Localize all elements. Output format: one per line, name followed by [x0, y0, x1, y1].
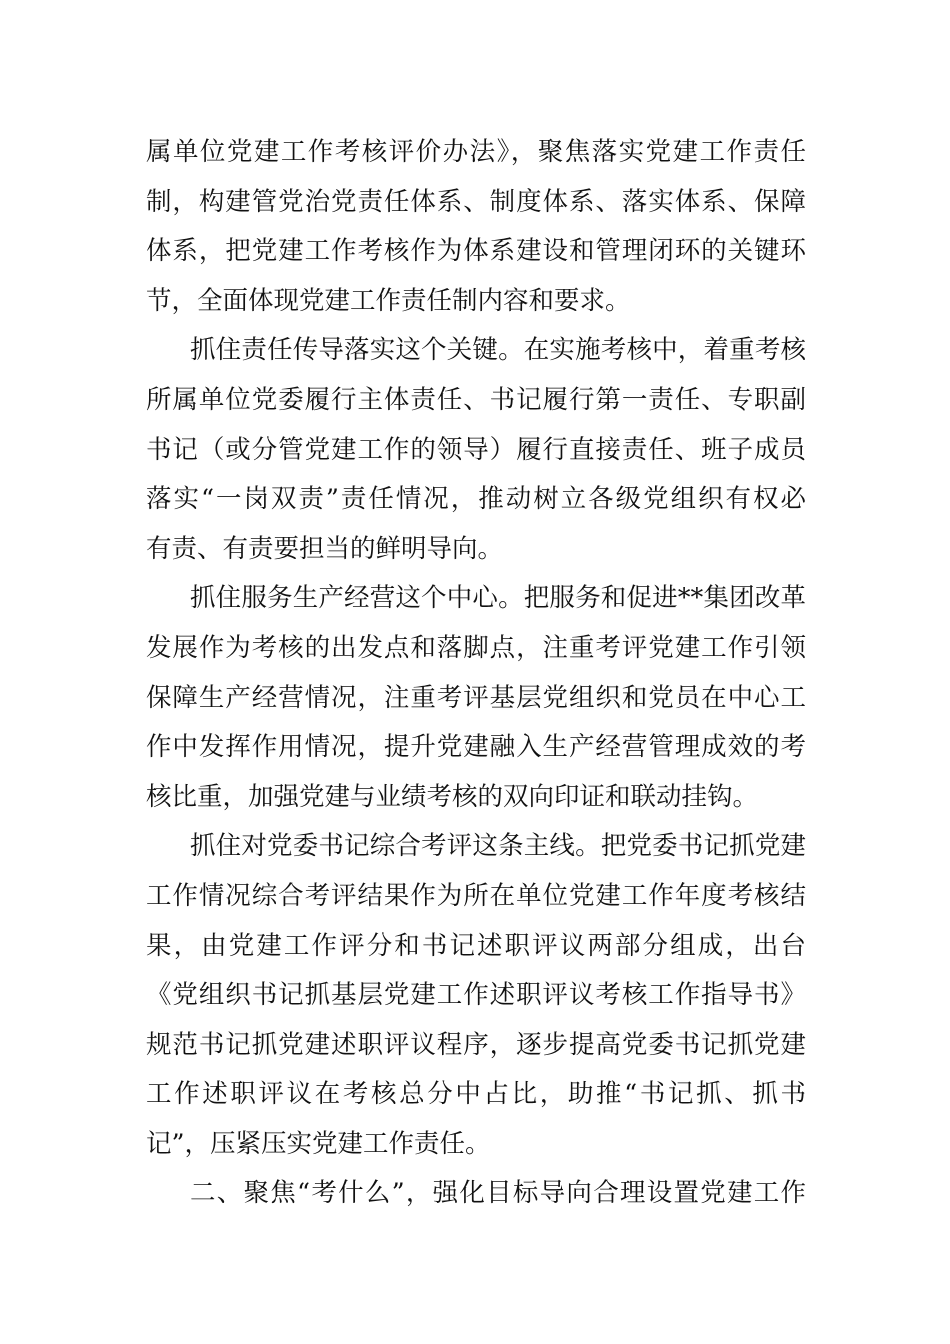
text-line: 体系，把党建工作考核作为体系建设和管理闭环的关键环: [146, 236, 806, 267]
text-line: 工作情况综合考评结果作为所在单位党建工作年度考核结: [146, 880, 806, 911]
text-line: 作中发挥作用情况，提升党建融入生产经营管理成效的考: [146, 732, 806, 763]
paragraph-1: [146, 128, 806, 326]
section-heading-line: 二、聚焦“考什么”，强化目标导向合理设置党建工作: [190, 1178, 806, 1209]
text-line: 工作述职评议在考核总分中占比，助推“书记抓、抓书: [146, 1079, 806, 1110]
text-line: 果，由党建工作评分和书记述职评议两部分组成，出台: [146, 930, 806, 961]
text-line: 抓住责任传导落实这个关键。在实施考核中，着重考核: [190, 335, 806, 366]
text-line: 有责、有责要担当的鲜明导向。: [146, 533, 504, 564]
text-line: 核比重，加强党建与业绩考核的双向印证和联动挂钩。: [146, 781, 759, 812]
text-line: 所属单位党委履行主体责任、书记履行第一责任、专职副: [146, 384, 806, 415]
text-line: 抓住对党委书记综合考评这条主线。把党委书记抓党建: [190, 831, 806, 862]
text-line: 抓住服务生产经营这个中心。把服务和促进**集团改革: [190, 583, 806, 614]
paragraph-3: [146, 574, 806, 822]
text-line: 《党组织书记抓基层党建工作述职评议考核工作指导书》: [146, 980, 806, 1011]
text-line: 属单位党建工作考核评价办法》，聚焦落实党建工作责任: [146, 137, 806, 167]
paragraph-2: [146, 326, 806, 574]
text-line: 落实“一岗双责”责任情况，推动树立各级党组织有权必: [146, 484, 806, 515]
text-line: 保障生产经营情况，注重考评基层党组织和党员在中心工: [146, 682, 806, 713]
paragraph-5: [146, 1169, 806, 1219]
document-body: [146, 128, 806, 1219]
text-line: 发展作为考核的出发点和落脚点，注重考评党建工作引领: [146, 632, 806, 663]
text-line: 书记（或分管党建工作的领导）履行直接责任、班子成员: [146, 434, 806, 465]
text-line: 规范书记抓党建述职评议程序，逐步提高党委书记抓党建: [146, 1029, 806, 1060]
text-line: 节，全面体现党建工作责任制内容和要求。: [146, 285, 631, 316]
text-line: 制，构建管党治党责任体系、制度体系、落实体系、保障: [146, 186, 806, 217]
paragraph-4: [146, 822, 806, 1169]
text-line: 记”，压紧压实党建工作责任。: [146, 1128, 491, 1159]
